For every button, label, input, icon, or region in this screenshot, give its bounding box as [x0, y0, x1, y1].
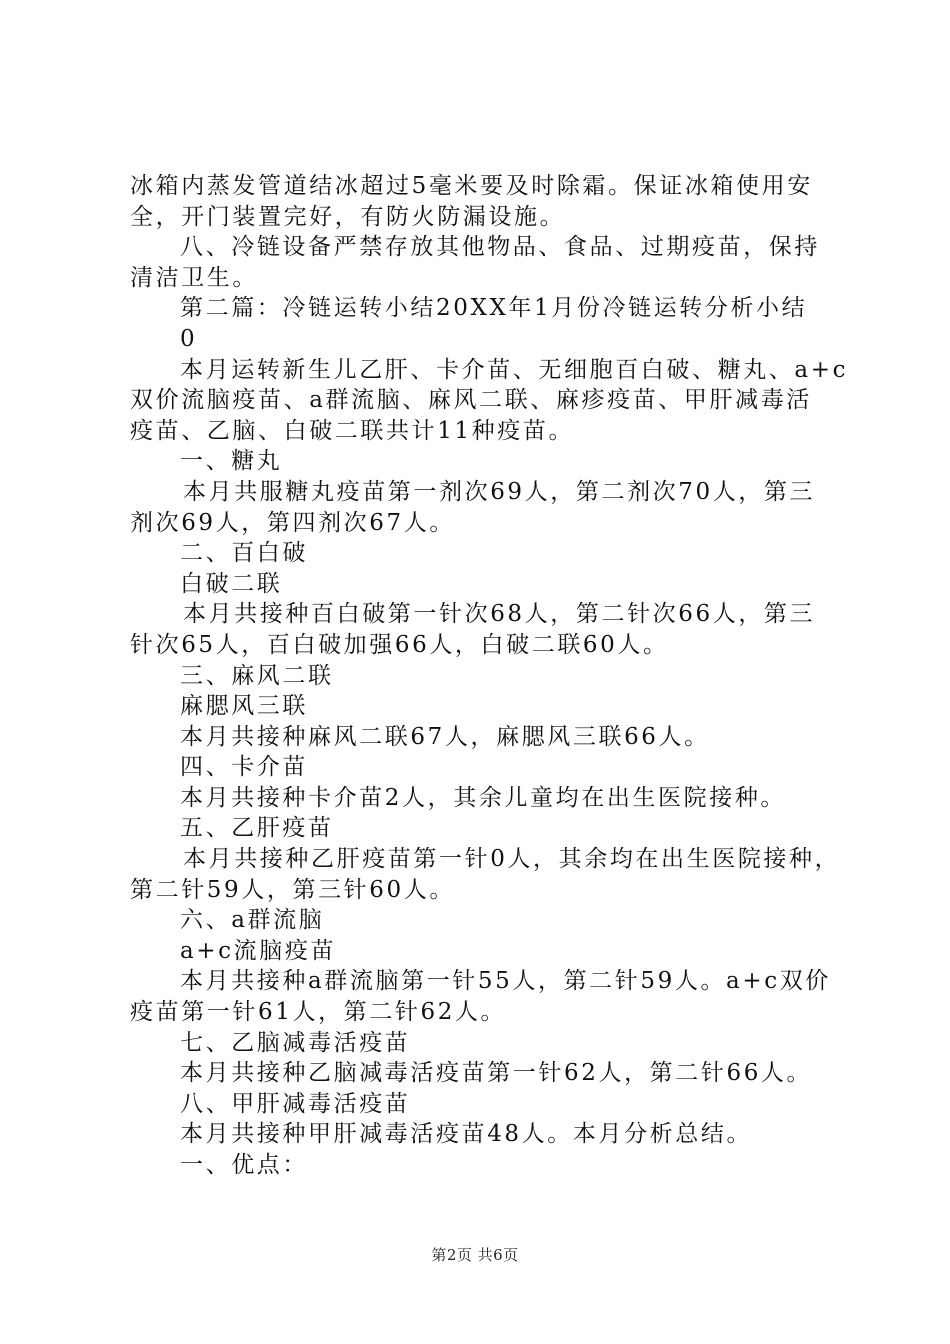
- text-line: 双价流脑疫苗、a群流脑、麻风二联、麻疹疫苗、甲肝减毒活: [130, 387, 812, 414]
- text-line: 本月共接种a群流脑第一针55人，第二针59人。a+c双价: [180, 968, 831, 995]
- text-line: 本月共接种乙肝疫苗第一针0人，其余均在出生医院接种，: [183, 846, 841, 873]
- text-line: 针次65人，百白破加强66人，白破二联60人。: [130, 631, 669, 658]
- section-heading: 八、冷链设备严禁存放其他物品、食品、过期疫苗，保持: [180, 234, 820, 261]
- text-line: 疫苗第一针61人，第二针62人。: [130, 999, 507, 1026]
- text-line: 冰箱内蒸发管道结冰超过5毫米要及时除霜。保证冰箱使用安: [130, 173, 813, 199]
- text-line: 本月共接种卡介苗2人，其余儿童均在出生医院接种。: [180, 784, 787, 811]
- text-line: 疫苗、乙脑、白破二联共计11种疫苗。: [130, 417, 575, 444]
- text-line: 0: [180, 325, 198, 352]
- text-line: 剂次69人，第四剂次67人。: [130, 509, 455, 536]
- subsection-heading: 麻腮风三联: [180, 693, 308, 720]
- document-body: [130, 171, 849, 1181]
- text-line: 本月共服糖丸疫苗第一剂次69人，第二剂次70人，第三: [183, 478, 816, 505]
- section-heading: 三、麻风二联: [180, 662, 334, 689]
- section-heading: 一、优点：: [180, 1152, 308, 1178]
- text-line: 本月共接种乙脑减毒活疫苗第一针62人，第二针66人。: [180, 1060, 813, 1087]
- section-heading: 六、a群流脑: [180, 907, 325, 934]
- section-heading: 一、糖丸: [180, 448, 283, 475]
- page-footer: 第2页 共6页: [431, 1246, 519, 1264]
- section-heading: 五、乙肝疫苗: [180, 815, 334, 842]
- text-line: 本月运转新生儿乙肝、卡介苗、无细胞百白破、糖丸、a+c: [180, 356, 849, 383]
- chapter-title: 第二篇：冷链运转小结20XX年1月份冷链运转分析小结: [180, 295, 808, 322]
- subsection-heading: a+c流脑疫苗: [180, 937, 337, 964]
- text-line: 本月共接种甲肝减毒活疫苗48人。本月分析总结。: [180, 1121, 753, 1148]
- section-heading: 二、百白破: [180, 540, 308, 567]
- text-line: 第二针59人，第三针60人。: [130, 876, 455, 903]
- text-line: 本月共接种麻风二联67人，麻腮风三联66人。: [180, 723, 710, 750]
- subsection-heading: 白破二联: [180, 570, 283, 597]
- text-line: 本月共接种百白破第一针次68人，第二针次66人，第三: [183, 601, 816, 628]
- section-heading: 七、乙脑减毒活疫苗: [180, 1029, 411, 1056]
- text-line: 清洁卫生。: [130, 264, 258, 291]
- section-heading: 八、甲肝减毒活疫苗: [180, 1090, 411, 1117]
- text-line: 全，开门装置完好，有防火防漏设施。: [130, 203, 566, 230]
- section-heading: 四、卡介苗: [180, 754, 308, 781]
